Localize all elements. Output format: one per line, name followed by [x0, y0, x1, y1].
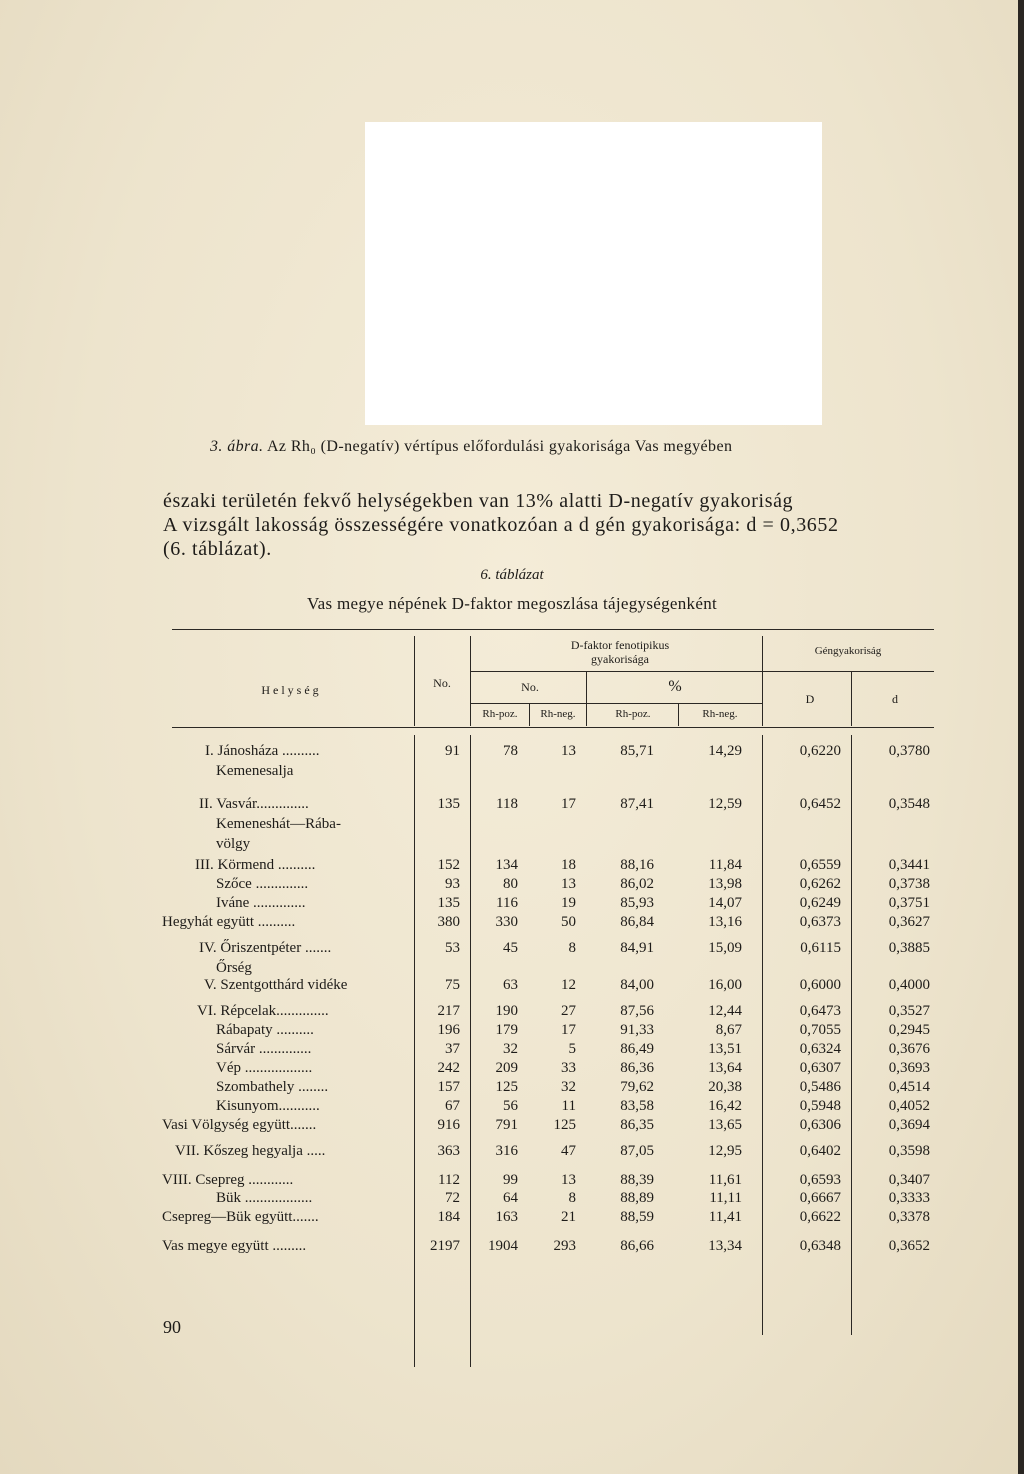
cell-neg: 125	[553, 1117, 576, 1133]
row-place-name: Vasi Völgység együtt.......	[162, 1117, 317, 1133]
row-place-name: III. Körmend ..........	[195, 857, 316, 873]
cell-poz: 78	[503, 743, 518, 759]
cell-pneg: 8,67	[715, 1022, 742, 1038]
cell-D: 0,5948	[799, 1098, 841, 1114]
header-fenotipikus	[520, 638, 720, 666]
cell-pneg: 13,65	[708, 1117, 742, 1133]
cell-ppoz: 84,00	[620, 977, 654, 993]
cell-D: 0,6115	[800, 940, 841, 956]
cell-ppoz: 87,41	[620, 796, 654, 812]
cell-D: 0,6307	[799, 1060, 841, 1076]
row-region-name: Őrség	[216, 960, 252, 976]
cell-ppoz: 79,62	[620, 1079, 654, 1095]
table-label: 6. táblázat	[480, 567, 544, 583]
header-rh-poz: Rh-poz.	[482, 708, 518, 720]
cell-no: 53	[445, 940, 460, 956]
cell-D: 0,6324	[799, 1041, 841, 1057]
cell-D: 0,6220	[799, 743, 841, 759]
figure-map-placeholder	[365, 122, 822, 425]
cell-neg: 8	[568, 940, 576, 956]
cell-d: 0,3548	[888, 796, 930, 812]
cell-neg: 21	[561, 1209, 576, 1225]
cell-pneg: 12,95	[708, 1143, 742, 1159]
row-place-name: VIII. Csepreg ............	[162, 1172, 294, 1188]
cell-ppoz: 88,59	[620, 1209, 654, 1225]
cell-d: 0,3598	[888, 1143, 930, 1159]
cell-D: 0,6000	[799, 977, 841, 993]
cell-neg: 293	[553, 1238, 576, 1254]
header-gengyakorisag: Géngyakoriság	[814, 645, 882, 657]
body-line: északi területén fekvő helységekben van 13% alatti D-negatív gyakoriság	[163, 490, 794, 512]
cell-no: 196	[437, 1022, 460, 1038]
cell-pneg: 13,64	[708, 1060, 742, 1076]
cell-D: 0,6593	[799, 1172, 841, 1188]
figure-number: 3. ábra.	[210, 438, 264, 455]
cell-poz: 134	[495, 857, 518, 873]
cell-poz: 99	[503, 1172, 518, 1188]
cell-no: 112	[438, 1172, 460, 1188]
cell-no: 93	[445, 876, 460, 892]
row-place-name: Vép ..................	[216, 1060, 313, 1076]
cell-ppoz: 86,49	[620, 1041, 654, 1057]
cell-no: 916	[437, 1117, 460, 1133]
cell-ppoz: 86,02	[620, 876, 654, 892]
cell-no: 72	[445, 1190, 460, 1206]
cell-D: 0,6373	[799, 914, 841, 930]
cell-D: 0,6559	[799, 857, 841, 873]
cell-no: 75	[445, 977, 460, 993]
cell-no: 157	[437, 1079, 460, 1095]
header-sub-rule	[470, 671, 762, 672]
cell-ppoz: 88,16	[620, 857, 654, 873]
cell-pneg: 13,98	[708, 876, 742, 892]
body-line: (6. táblázat).	[163, 538, 272, 560]
cell-d: 0,3780	[888, 743, 930, 759]
cell-pneg: 15,09	[708, 940, 742, 956]
cell-neg: 17	[561, 796, 576, 812]
col-rule	[851, 735, 852, 1335]
body-line: A vizsgált lakosság összességére vonatkozóan a d gén gyakorisága: d = 0,3652	[163, 514, 839, 536]
cell-poz: 125	[495, 1079, 518, 1095]
row-place-name: I. Jánosháza ..........	[205, 743, 320, 759]
cell-ppoz: 86,36	[620, 1060, 654, 1076]
row-region-name: völgy	[216, 836, 251, 852]
table-title: Vas megye népének D-faktor megoszlása tájegységenként	[306, 594, 718, 613]
header-rh-neg: Rh-neg.	[540, 708, 576, 720]
cell-neg: 32	[561, 1079, 576, 1095]
header-d: d	[892, 692, 898, 706]
cell-pneg: 11,61	[708, 1172, 742, 1188]
row-place-name: Rábapaty ..........	[216, 1022, 314, 1038]
cell-D: 0,6473	[799, 1003, 841, 1019]
cell-ppoz: 88,89	[620, 1190, 654, 1206]
row-place-name: VI. Répcelak..............	[197, 1003, 329, 1019]
cell-no: 37	[445, 1041, 460, 1057]
cell-no: 2197	[430, 1238, 460, 1254]
header-sub-rule	[762, 671, 934, 672]
cell-D: 0,7055	[799, 1022, 841, 1038]
cell-d: 0,3378	[888, 1209, 930, 1225]
header-place: H e l y s é g	[261, 683, 319, 697]
figure-caption	[210, 438, 732, 456]
cell-pneg: 11,11	[709, 1190, 742, 1206]
header-fenotipikus-text: D-faktor fenotipikus gyakorisága	[570, 638, 670, 666]
row-place-name: Szőce ..............	[216, 876, 309, 892]
cell-d: 0,3738	[888, 876, 930, 892]
row-region-name: Kemenesalja	[216, 763, 294, 779]
cell-poz: 56	[503, 1098, 518, 1114]
cell-ppoz: 91,33	[620, 1022, 654, 1038]
cell-neg: 47	[561, 1143, 576, 1159]
cell-ppoz: 83,58	[620, 1098, 654, 1114]
header-rh-poz-pct: Rh-poz.	[615, 708, 651, 720]
cell-poz: 32	[503, 1041, 518, 1057]
cell-no: 363	[437, 1143, 460, 1159]
cell-pneg: 13,16	[708, 914, 742, 930]
col-rule	[414, 735, 415, 1367]
col-rule	[414, 636, 415, 726]
cell-no: 217	[437, 1003, 460, 1019]
cell-pneg: 20,38	[708, 1079, 742, 1095]
cell-no: 91	[445, 743, 460, 759]
cell-D: 0,6306	[799, 1117, 841, 1133]
cell-neg: 13	[561, 876, 576, 892]
cell-pneg: 12,44	[708, 1003, 742, 1019]
cell-neg: 33	[561, 1060, 576, 1076]
cell-poz: 1904	[488, 1238, 518, 1254]
header-sub-pct: %	[668, 678, 682, 695]
cell-d: 0,4514	[888, 1079, 930, 1095]
cell-d: 0,3441	[888, 857, 930, 873]
row-place-name: IV. Őriszentpéter .......	[199, 940, 332, 956]
cell-poz: 791	[495, 1117, 518, 1133]
col-rule	[470, 636, 471, 726]
cell-poz: 179	[495, 1022, 518, 1038]
cell-poz: 163	[495, 1209, 518, 1225]
cell-pneg: 11,84	[708, 857, 742, 873]
cell-D: 0,6452	[799, 796, 841, 812]
page-edge-shadow	[1018, 0, 1024, 1474]
cell-ppoz: 86,66	[620, 1238, 654, 1254]
cell-pneg: 13,34	[708, 1238, 742, 1254]
cell-D: 0,6402	[799, 1143, 841, 1159]
cell-neg: 50	[561, 914, 576, 930]
cell-pneg: 12,59	[708, 796, 742, 812]
cell-no: 135	[437, 796, 460, 812]
col-rule	[470, 735, 471, 1367]
col-rule	[678, 704, 679, 726]
cell-d: 0,3333	[888, 1190, 930, 1206]
cell-ppoz: 85,71	[620, 743, 654, 759]
cell-D: 0,6348	[799, 1238, 841, 1254]
cell-poz: 80	[503, 876, 518, 892]
cell-D: 0,6262	[799, 876, 841, 892]
row-place-name: Hegyhát együtt ..........	[162, 914, 296, 930]
row-place-name: Iváne ..............	[216, 895, 306, 911]
cell-no: 135	[437, 895, 460, 911]
cell-d: 0,3676	[888, 1041, 930, 1057]
col-rule	[762, 636, 763, 726]
cell-ppoz: 87,56	[620, 1003, 654, 1019]
header-D: D	[805, 692, 815, 706]
cell-D: 0,6622	[799, 1209, 841, 1225]
header-sub-rule	[470, 703, 762, 704]
body-paragraph	[163, 489, 943, 561]
row-place-name: Csepreg—Bük együtt.......	[162, 1209, 319, 1225]
cell-neg: 13	[561, 1172, 576, 1188]
header-rh-neg-pct: Rh-neg.	[702, 708, 738, 720]
cell-neg: 12	[561, 977, 576, 993]
cell-poz: 316	[495, 1143, 518, 1159]
cell-ppoz: 84,91	[620, 940, 654, 956]
cell-no: 152	[437, 857, 460, 873]
row-place-name: Szombathely ........	[216, 1079, 329, 1095]
cell-poz: 190	[495, 1003, 518, 1019]
cell-neg: 5	[568, 1041, 576, 1057]
cell-pneg: 16,42	[708, 1098, 742, 1114]
row-place-name: Kisunyom...........	[216, 1098, 320, 1114]
cell-ppoz: 86,35	[620, 1117, 654, 1133]
figure-caption-text: Az Rh₀ (D-negatív) vértípus előfordulási gyakorisága Vas megyében	[266, 438, 733, 455]
cell-no: 242	[437, 1060, 460, 1076]
cell-poz: 116	[496, 895, 518, 911]
cell-poz: 45	[503, 940, 518, 956]
cell-pneg: 14,29	[708, 743, 742, 759]
cell-pneg: 14,07	[708, 895, 742, 911]
cell-d: 0,3407	[888, 1172, 930, 1188]
row-place-name: Bük ..................	[216, 1190, 313, 1206]
cell-pneg: 13,51	[708, 1041, 742, 1057]
cell-D: 0,6249	[799, 895, 841, 911]
cell-pneg: 16,00	[708, 977, 742, 993]
cell-neg: 8	[568, 1190, 576, 1206]
cell-poz: 63	[503, 977, 518, 993]
cell-poz: 118	[496, 796, 518, 812]
cell-neg: 18	[561, 857, 576, 873]
cell-d: 0,3694	[888, 1117, 930, 1133]
cell-neg: 27	[561, 1003, 576, 1019]
header-no: No.	[433, 676, 451, 690]
cell-poz: 330	[495, 914, 518, 930]
cell-ppoz: 86,84	[620, 914, 654, 930]
cell-pneg: 11,41	[708, 1209, 742, 1225]
cell-d: 0,2945	[888, 1022, 930, 1038]
cell-d: 0,4000	[888, 977, 930, 993]
cell-ppoz: 87,05	[620, 1143, 654, 1159]
cell-neg: 11	[561, 1098, 576, 1114]
cell-neg: 17	[561, 1022, 576, 1038]
cell-d: 0,3751	[888, 895, 930, 911]
header-bottom-rule	[172, 727, 934, 728]
cell-D: 0,5486	[799, 1079, 841, 1095]
cell-no: 380	[437, 914, 460, 930]
row-place-name: V. Szentgotthárd vidéke	[204, 977, 348, 993]
row-place-name: Sárvár ..............	[216, 1041, 312, 1057]
col-rule	[762, 735, 763, 1335]
cell-ppoz: 88,39	[620, 1172, 654, 1188]
table-top-rule	[172, 629, 934, 630]
cell-poz: 64	[503, 1190, 518, 1206]
cell-d: 0,3693	[888, 1060, 930, 1076]
cell-poz: 209	[495, 1060, 518, 1076]
row-region-name: Kemeneshát—Rába-	[216, 816, 341, 832]
cell-neg: 13	[561, 743, 576, 759]
cell-d: 0,3627	[888, 914, 930, 930]
cell-neg: 19	[561, 895, 576, 911]
header-sub-no: No.	[521, 680, 539, 694]
cell-d: 0,4052	[888, 1098, 930, 1114]
cell-ppoz: 85,93	[620, 895, 654, 911]
cell-d: 0,3885	[888, 940, 930, 956]
col-rule	[851, 672, 852, 726]
cell-d: 0,3527	[888, 1003, 930, 1019]
row-place-name: VII. Kőszeg hegyalja .....	[175, 1143, 326, 1159]
col-rule	[586, 672, 587, 726]
cell-d: 0,3652	[888, 1238, 930, 1254]
cell-D: 0,6667	[799, 1190, 841, 1206]
cell-no: 184	[437, 1209, 460, 1225]
row-place-name: Vas megye együtt .........	[162, 1238, 307, 1254]
page-number: 90	[163, 1317, 181, 1337]
cell-no: 67	[445, 1098, 460, 1114]
row-place-name: II. Vasvár..............	[199, 796, 309, 812]
